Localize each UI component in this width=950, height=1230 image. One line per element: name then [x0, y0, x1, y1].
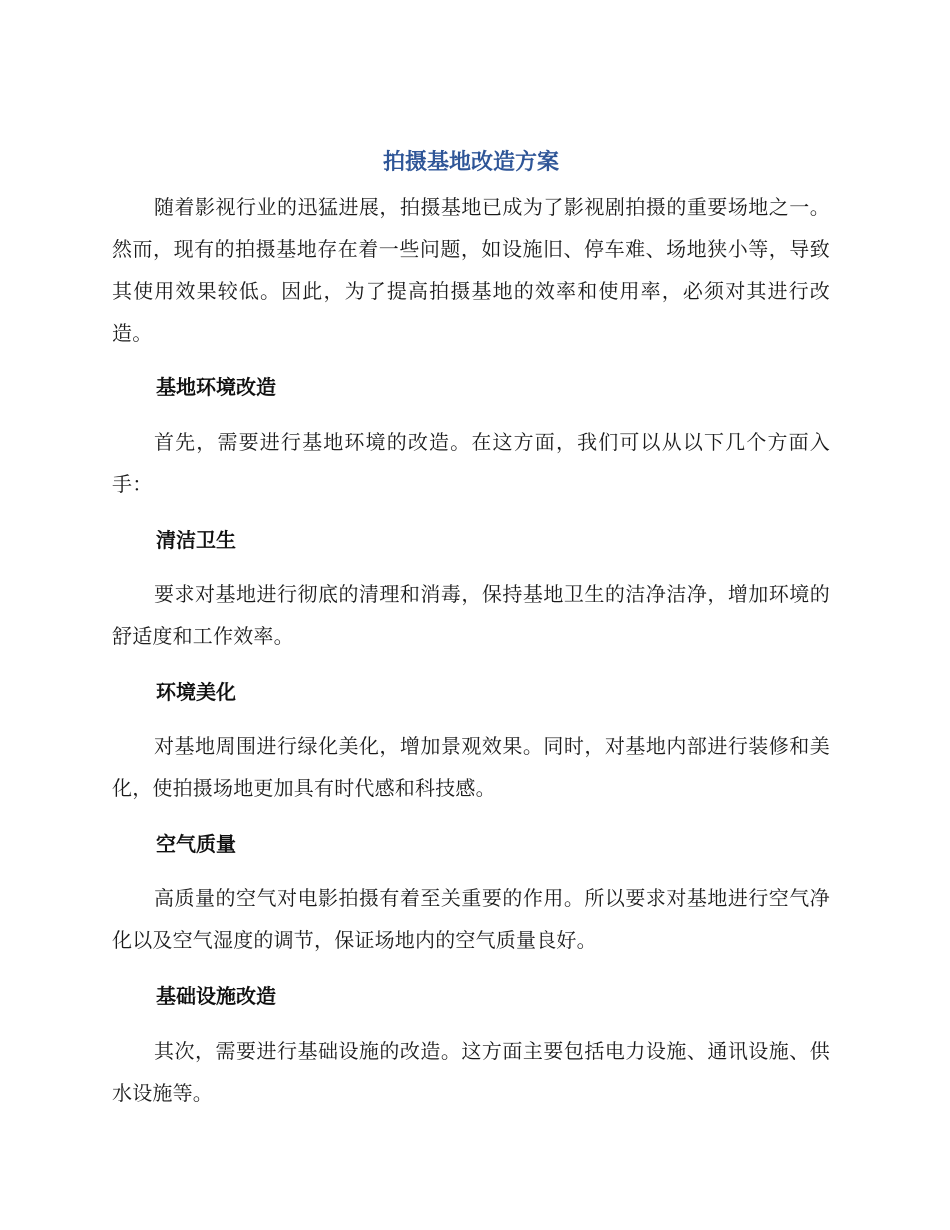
- intro-paragraph: 随着影视行业的迅猛进展，拍摄基地已成为了影视剧拍摄的重要场地之一。然而，现有的拍摄基地存在着一些问题，如设施旧、停车难、场地狭小等，导致其使用效果较低。因此，为了提高拍摄基地的效率和使用率，必须对其进行改造。: [112, 195, 830, 345]
- section-heading-air-quality: 空气质量: [156, 832, 236, 856]
- section-paragraph-infrastructure: 其次，需要进行基础设施的改造。这方面主要包括电力设施、通讯设施、供水设施等。: [112, 1039, 830, 1105]
- section-heading-infrastructure: 基础设施改造: [156, 984, 276, 1008]
- section-paragraph-beautification: 对基地周围进行绿化美化，增加景观效果。同时，对基地内部进行装修和美化，使拍摄场地更加具有时代感和科技感。: [112, 734, 830, 800]
- section-heading-cleaning: 清洁卫生: [156, 528, 236, 552]
- section-heading-beautification: 环境美化: [156, 680, 236, 704]
- section-heading-environment: 基地环境改造: [156, 375, 276, 399]
- document-title: 拍摄基地改造方案: [382, 150, 559, 175]
- section-paragraph-environment: 首先，需要进行基地环境的改造。在这方面，我们可以从以下几个方面入手：: [112, 430, 830, 496]
- section-paragraph-cleaning: 要求对基地进行彻底的清理和消毒，保持基地卫生的洁净洁净，增加环境的舒适度和工作效率。: [112, 582, 830, 648]
- section-paragraph-air-quality: 高质量的空气对电影拍摄有着至关重要的作用。所以要求对基地进行空气净化以及空气湿度的调节，保证场地内的空气质量良好。: [112, 886, 830, 952]
